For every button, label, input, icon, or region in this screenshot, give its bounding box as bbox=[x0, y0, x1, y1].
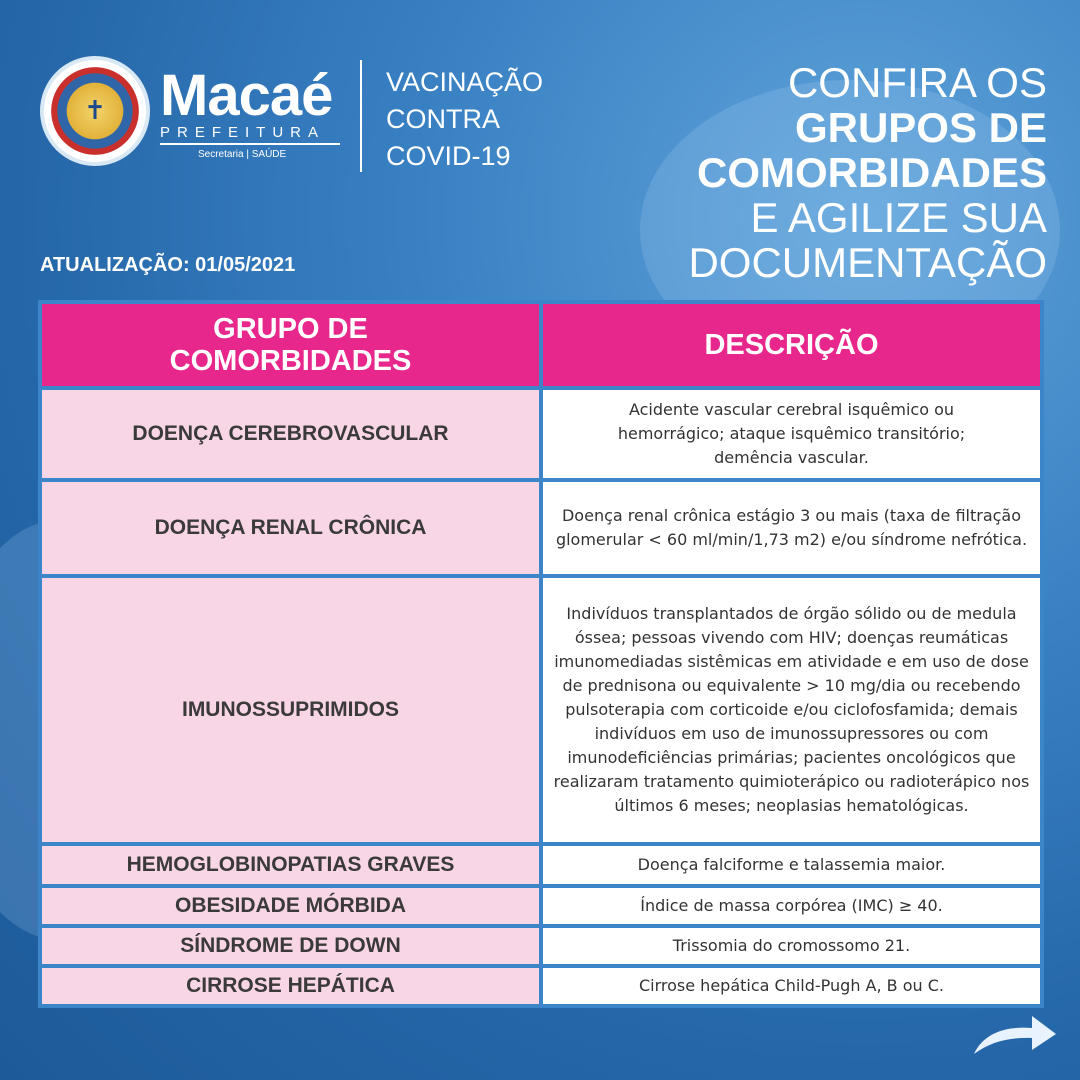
headline bbox=[688, 60, 1047, 285]
comorbidities-table bbox=[38, 300, 1044, 1008]
city-coat-of-arms-icon bbox=[40, 56, 150, 166]
description-cell: Doença falciforme e talassemia maior. bbox=[541, 844, 1042, 886]
campaign-line: COVID-19 bbox=[386, 141, 511, 171]
group-cell: HEMOGLOBINOPATIAS GRAVES bbox=[40, 844, 541, 886]
description-cell: Trissomia do cromossomo 21. bbox=[541, 926, 1042, 966]
group-cell: DOENÇA CEREBROVASCULAR bbox=[40, 388, 541, 480]
brand-subtitle: PREFEITURA bbox=[160, 124, 340, 145]
description-cell: Doença renal crônica estágio 3 ou mais (taxa de filtração glomerular < 60 ml/min/1,73 m2) e/ou síndrome nefrótica. bbox=[541, 480, 1042, 576]
campaign-title bbox=[386, 64, 543, 175]
headline-line: E AGILIZE SUA bbox=[750, 194, 1047, 241]
table-row bbox=[40, 926, 1042, 966]
brand-secretaria: Secretaria | SAÚDE bbox=[198, 149, 287, 160]
group-cell: OBESIDADE MÓRBIDA bbox=[40, 886, 541, 926]
description-cell: Índice de massa corpórea (IMC) ≥ 40. bbox=[541, 886, 1042, 926]
description-cell: Cirrose hepática Child-Pugh A, B ou C. bbox=[541, 966, 1042, 1006]
group-cell: CIRROSE HEPÁTICA bbox=[40, 966, 541, 1006]
headline-line-bold: COMORBIDADES bbox=[696, 149, 1047, 196]
table-header-row bbox=[40, 302, 1042, 388]
table-row bbox=[40, 966, 1042, 1006]
description-cell: Indivíduos transplantados de órgão sólido ou de medula óssea; pessoas vivendo com HIV; doenças reumáticas imunomediadas sistêmicas em atividade e em uso de dose de prednisona ou equivalente > 10 mg/dia ou recebendo pulsoterapia com corticoide e/ou ciclofosfamida; demais indivíduos em uso de imunossupressores ou com imunodeficiências primárias; pacientes oncológicos que realizaram tratamento quimioterápico ou radioterápico nos últimos 6 meses; neoplasias hematológicas. bbox=[541, 576, 1042, 844]
header-group: GRUPO DE COMORBIDADES bbox=[40, 302, 541, 388]
header-divider bbox=[360, 60, 362, 172]
description-cell: Acidente vascular cerebral isquêmico ou hemorrágico; ataque isquêmico transitório; demência vascular. bbox=[541, 388, 1042, 480]
header-description: DESCRIÇÃO bbox=[541, 302, 1042, 388]
table-row bbox=[40, 886, 1042, 926]
headline-line: DOCUMENTAÇÃO bbox=[688, 239, 1047, 286]
brand-block bbox=[160, 63, 340, 160]
curved-arrow-right-icon[interactable] bbox=[970, 1008, 1060, 1058]
table-row bbox=[40, 480, 1042, 576]
update-date: ATUALIZAÇÃO: 01/05/2021 bbox=[40, 254, 296, 276]
headline-line: CONFIRA OS bbox=[787, 59, 1047, 106]
coat-of-arms-emblem: ✝ bbox=[51, 67, 139, 155]
group-cell: SÍNDROME DE DOWN bbox=[40, 926, 541, 966]
group-cell: DOENÇA RENAL CRÔNICA bbox=[40, 480, 541, 576]
brand-name: Macaé bbox=[160, 63, 333, 128]
table-row bbox=[40, 576, 1042, 844]
campaign-line: VACINAÇÃO bbox=[386, 67, 544, 97]
headline-line-bold: GRUPOS DE bbox=[794, 104, 1047, 151]
group-cell: IMUNOSSUPRIMIDOS bbox=[40, 576, 541, 844]
table-row bbox=[40, 844, 1042, 886]
campaign-line: CONTRA bbox=[386, 104, 500, 134]
table-row bbox=[40, 388, 1042, 480]
